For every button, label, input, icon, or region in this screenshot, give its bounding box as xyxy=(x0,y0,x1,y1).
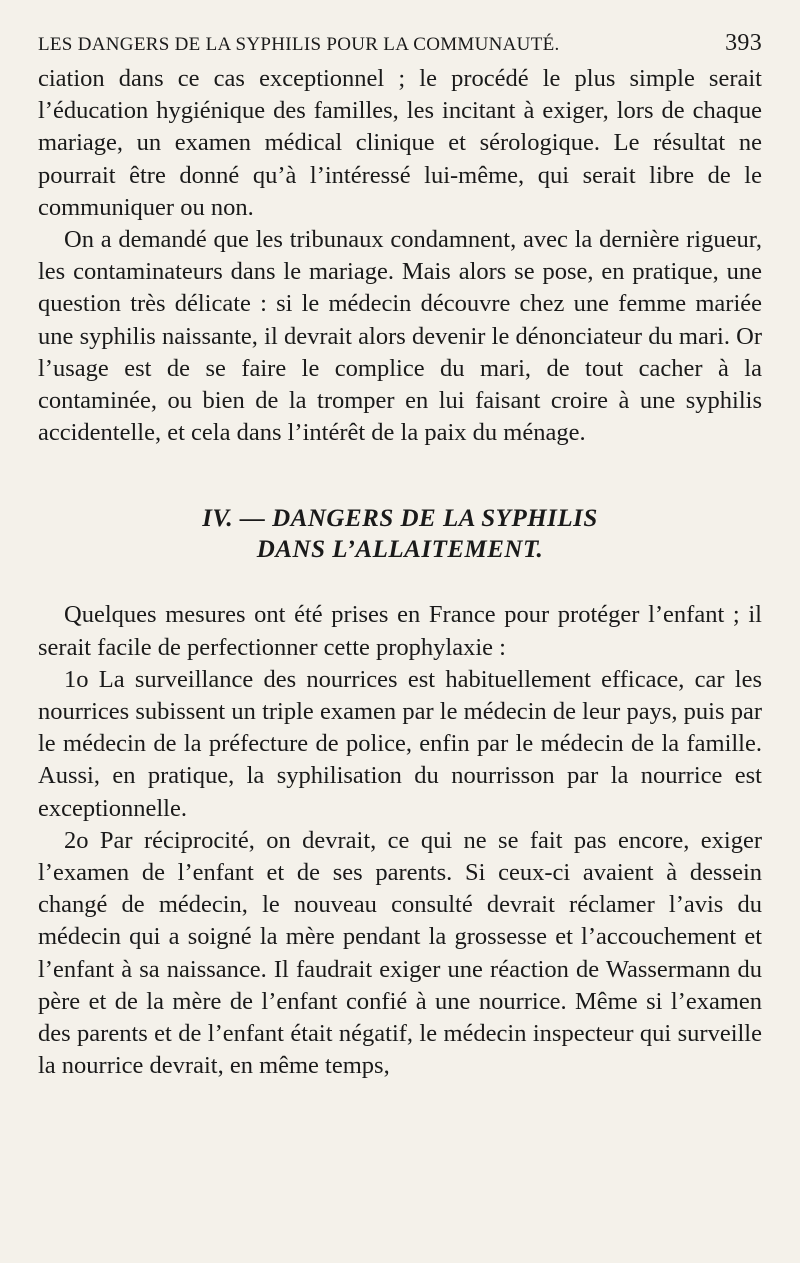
paragraph-contaminateurs: On a demandé que les tribunaux condamnent, avec la dernière rigueur, les contaminateurs dans le mariage. Mais alors se pose, en pratique, une question très délicate : si le médecin découvre chez une femme mariée une syphilis naissante, il devrait alors devenir le dénonciateur du mari. Or l’usage est de se faire le complice du mari, de tout cacher à la contaminée, ou bien de la tromper en lui faisant croire à une syphilis accidentelle, et cela dans l’intérêt de la paix du ménage. xyxy=(38,226,762,447)
running-title: LES DANGERS DE LA SYPHILIS POUR LA COMMUNAUTÉ. xyxy=(38,34,560,55)
paragraph-point-2: 2o Par réciprocité, on devrait, ce qui ne se fait pas encore, exiger l’examen de l’enfant et de ses parents. Si ceux-ci avaient à dessein changé de médecin, le nouveau consulté devrait réclamer l’avis du médecin qui a soigné la mère pendant la grossesse et l’accouchement et l’enfant à sa naissance. Il faudrait exiger une réaction de Wassermann du père et de la mère de l’enfant confié à une nourrice. Même si l’examen des parents et de l’enfant était négatif, le médecin inspecteur qui surveille la nourrice devrait, en même temps, xyxy=(38,826,762,1080)
section-heading-line-2: DANS L’ALLAITEMENT. xyxy=(256,536,544,564)
book-page xyxy=(38,30,762,1082)
page-number: 393 xyxy=(725,30,762,56)
section-heading-line-1: IV. — DANGERS DE LA SYPHILIS xyxy=(202,505,598,533)
paragraph-mesures: Quelques mesures ont été prises en France pour protéger l’enfant ; il serait facile de perfectionner cette prophylaxie : xyxy=(38,601,762,661)
running-header xyxy=(38,30,762,57)
paragraph-point-1: 1o La surveillance des nourrices est habituellement efficace, car les nourrices subissent un triple examen par le médecin de leur pays, puis par le médecin de la préfecture de police, enfin par le médecin de la famille. Aussi, en pratique, la syphilisation du nourrisson par la nourrice est exceptionnelle. xyxy=(38,665,762,822)
section-heading xyxy=(38,503,762,565)
paragraph-continuation: ciation dans ce cas exceptionnel ; le procédé le plus simple serait l’éducation hygiénique des familles, les incitant à exiger, lors de chaque mariage, un examen médical clinique et sérologique. Le résultat ne pourrait être donné qu’à l’intéressé lui-même, qui serait libre de le communiquer ou non. xyxy=(38,65,762,221)
